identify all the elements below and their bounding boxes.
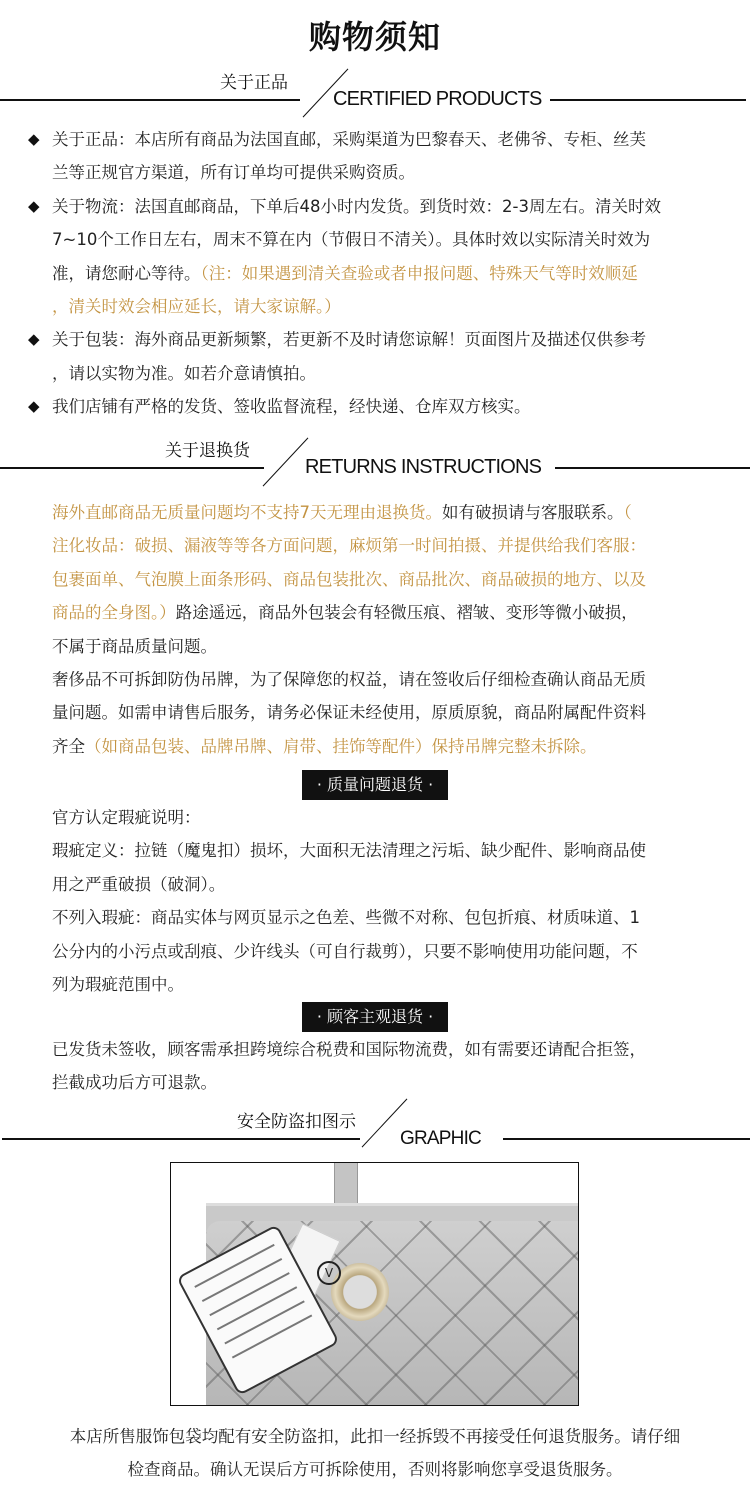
body-text: ，请以实物为准。如若介意请慎拍。 <box>52 363 316 383</box>
highlight-text: 包裹面单、气泡膜上面条形码、商品包装批次、商品批次、商品破损的地方、以及 <box>52 569 646 589</box>
text-line: 已发货未签收，顾客需承担跨境综合税费和国际物流费，如有需要还请配合拒签， <box>52 1040 646 1059</box>
text-line: 公分内的小污点或刮痕、少许线头（可自行裁剪），只要不影响使用功能问题，不 <box>52 941 638 961</box>
body-text: 如有破损请与客服联系。 <box>442 503 624 522</box>
text-line <box>52 563 732 596</box>
diamond-bullet-icon: ◆ <box>28 196 40 215</box>
body-text: 齐全 <box>52 736 85 756</box>
text-line: 检查商品。确认无误后方可拆除使用，否则将影响您享受退货服务。 <box>127 1460 623 1480</box>
bullet-item <box>28 323 732 356</box>
page-title: 购物须知 <box>308 18 441 56</box>
body-text: 我们店铺有严格的发货、签收监督流程，经快递、仓库双方核实。 <box>52 397 531 417</box>
section-title-en: GRAPHIC <box>400 1128 481 1149</box>
section-title-en: RETURNS INSTRUCTIONS <box>305 456 542 478</box>
text-line <box>52 730 732 763</box>
text-line: 瑕疵定义：拉链（魔鬼扣）损坏，大面积无法清理之污垢、缺少配件、影响商品使 <box>52 841 646 861</box>
divider-slash <box>263 438 309 487</box>
body-text: 路途遥远，商品外包装会有轻微压痕、褶皱、变形等微小破损， <box>175 603 638 623</box>
text-line <box>52 223 732 256</box>
returns-text <box>52 496 732 763</box>
section-title-cn: 关于退换货 <box>165 441 250 461</box>
certified-bullets <box>28 123 732 424</box>
subjective-text <box>52 1033 732 1100</box>
text-line <box>52 696 732 729</box>
text-line: 拦截成功后方可退款。 <box>52 1073 217 1093</box>
text-line <box>52 630 732 663</box>
photo-caption <box>0 1420 750 1487</box>
divider-line <box>550 99 746 101</box>
section-title-cn: 关于正品 <box>220 73 288 93</box>
diamond-bullet-icon: ◆ <box>28 330 40 349</box>
highlight-text: （ <box>623 503 632 522</box>
bullet-item <box>28 390 732 423</box>
body-text: 关于包装：海外商品更新频繁，若更新不及时请您谅解！页面图片及描述仅供参考 <box>52 330 646 350</box>
diamond-bullet-icon: ◆ <box>28 397 40 416</box>
section-title-en: CERTIFIED PRODUCTS <box>333 88 542 110</box>
text-line: 本店所售服饰包袋均配有安全防盗扣，此扣一经拆毁不再接受任何退货服务。请仔细 <box>69 1427 681 1446</box>
text-line <box>52 357 732 390</box>
text-line <box>52 663 732 696</box>
text-line <box>52 257 732 290</box>
text-line <box>52 596 732 629</box>
body-text: 兰等正规官方渠道，所有订单均可提供采购资质。 <box>52 163 415 183</box>
security-tag-photo <box>170 1162 579 1406</box>
text-line: 用之严重破损（破洞）。 <box>52 874 226 894</box>
highlight-text: 商品的全身图。） <box>52 603 176 623</box>
section-title-cn: 安全防盗扣图示 <box>237 1112 356 1132</box>
divider-line <box>503 1138 750 1140</box>
quality-text <box>52 801 732 1001</box>
quality-return-label: · 质量问题退货 · <box>302 770 448 800</box>
divider-line <box>2 1138 360 1140</box>
divider-line <box>555 467 750 469</box>
body-text: 不属于商品质量问题。 <box>52 636 217 656</box>
highlight-text: （注：如果遇到清关查验或者申报问题、特殊天气等时效顺延 <box>200 263 638 283</box>
text-line <box>52 156 732 189</box>
body-text: 关于物流：法国直邮商品，下单后48小时内发货。到货时效：2-3周左右。清关时效 <box>52 196 661 216</box>
text-line: 列为瑕疵范围中。 <box>52 974 184 994</box>
body-text: 7~10个工作日左右，周末不算在内（节假日不清关）。具体时效以实际清关时效为 <box>52 230 651 250</box>
text-line <box>52 496 732 529</box>
highlight-text: ，清关时效会相应延长，请大家谅解。） <box>52 296 341 316</box>
highlight-text: 海外直邮商品无质量问题均不支持7天无理由退换货。 <box>52 503 442 522</box>
highlight-text: 注化妆品：破损、漏液等等各方面问题，麻烦第一时间拍摄、并提供给我们客服： <box>52 536 646 556</box>
body-text: 奢侈品不可拆卸防伪吊牌，为了保障您的权益，请在签收后仔细检查确认商品无质 <box>52 669 646 689</box>
highlight-text: （如商品包装、品牌吊牌、肩带、挂饰等配件）保持吊牌完整未拆除。 <box>85 736 597 756</box>
body-text: 量问题。如需申请售后服务，请务必保证未经使用，原质原貌，商品附属配件资料 <box>52 703 646 723</box>
text-line <box>52 290 732 323</box>
bullet-item <box>28 123 732 156</box>
body-text: 关于正品：本店所有商品为法国直邮，采购渠道为巴黎春天、老佛爷、专柜、丝芙 <box>52 130 646 149</box>
divider-line <box>0 467 264 469</box>
divider-line <box>0 99 300 101</box>
diamond-bullet-icon: ◆ <box>28 130 40 148</box>
bullet-item <box>28 190 732 223</box>
body-text: 准，请您耐心等待。 <box>52 263 201 283</box>
text-line: 不列入瑕疵：商品实体与网页显示之色差、些微不对称、包包折痕、材质味道、1 <box>52 908 640 928</box>
text-line: 官方认定瑕疵说明： <box>52 808 201 827</box>
subjective-return-label: · 顾客主观退货 · <box>302 1002 448 1032</box>
v-logo-icon: V <box>317 1261 341 1285</box>
text-line <box>52 529 732 562</box>
